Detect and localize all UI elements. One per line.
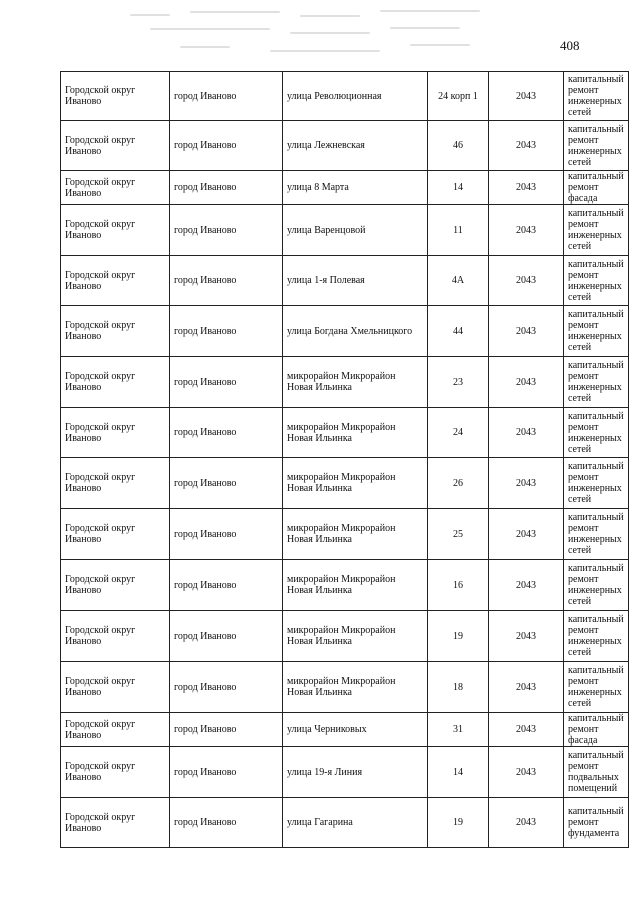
street-cell: микрорайон Микрорайон Новая Ильинка: [283, 458, 428, 509]
okrug-cell: Городской округ Иваново: [61, 662, 170, 713]
year-cell: 2043: [489, 509, 564, 560]
house-number-cell: 25: [428, 509, 489, 560]
registry-table: [60, 71, 629, 848]
house-number-cell: 31: [428, 713, 489, 747]
house-number-cell: 46: [428, 121, 489, 171]
house-number-cell: 11: [428, 205, 489, 256]
work-type-cell: капитальный ремонт подвальных помещений: [564, 747, 629, 798]
street-cell: микрорайон Микрорайон Новая Ильинка: [283, 662, 428, 713]
street-cell: улица Черниковых: [283, 713, 428, 747]
okrug-cell: Городской округ Иваново: [61, 713, 170, 747]
table-row: [61, 458, 629, 509]
okrug-cell: Городской округ Иваново: [61, 171, 170, 205]
okrug-cell: Городской округ Иваново: [61, 408, 170, 458]
street-cell: микрорайон Микрорайон Новая Ильинка: [283, 560, 428, 611]
city-cell: город Иваново: [170, 205, 283, 256]
scan-noise: [120, 6, 500, 61]
year-cell: 2043: [489, 357, 564, 408]
street-cell: улица Варенцовой: [283, 205, 428, 256]
city-cell: город Иваново: [170, 121, 283, 171]
house-number-cell: 4А: [428, 256, 489, 306]
street-cell: улица Богдана Хмельницкого: [283, 306, 428, 357]
table-row: [61, 121, 629, 171]
city-cell: город Иваново: [170, 662, 283, 713]
street-cell: микрорайон Микрорайон Новая Ильинка: [283, 509, 428, 560]
table-row: [61, 72, 629, 121]
table-row: [61, 306, 629, 357]
work-type-cell: капитальный ремонт инженерных сетей: [564, 662, 629, 713]
house-number-cell: 26: [428, 458, 489, 509]
city-cell: город Иваново: [170, 72, 283, 121]
okrug-cell: Городской округ Иваново: [61, 458, 170, 509]
table-row: [61, 662, 629, 713]
year-cell: 2043: [489, 560, 564, 611]
work-type-cell: капитальный ремонт инженерных сетей: [564, 357, 629, 408]
okrug-cell: Городской округ Иваново: [61, 747, 170, 798]
okrug-cell: Городской округ Иваново: [61, 306, 170, 357]
table-row: [61, 171, 629, 205]
table-row: [61, 713, 629, 747]
work-type-cell: капитальный ремонт инженерных сетей: [564, 205, 629, 256]
work-type-cell: капитальный ремонт инженерных сетей: [564, 458, 629, 509]
work-type-cell: капитальный ремонт фундамента: [564, 798, 629, 848]
city-cell: город Иваново: [170, 509, 283, 560]
year-cell: 2043: [489, 171, 564, 205]
city-cell: город Иваново: [170, 713, 283, 747]
page-number: 408: [560, 38, 580, 53]
work-type-cell: капитальный ремонт фасада: [564, 171, 629, 205]
street-cell: микрорайон Микрорайон Новая Ильинка: [283, 357, 428, 408]
year-cell: 2043: [489, 72, 564, 121]
city-cell: город Иваново: [170, 560, 283, 611]
year-cell: 2043: [489, 306, 564, 357]
table-row: [61, 747, 629, 798]
work-type-cell: капитальный ремонт инженерных сетей: [564, 408, 629, 458]
work-type-cell: капитальный ремонт инженерных сетей: [564, 560, 629, 611]
table-row: [61, 205, 629, 256]
street-cell: улица 19-я Линия: [283, 747, 428, 798]
okrug-cell: Городской округ Иваново: [61, 256, 170, 306]
year-cell: 2043: [489, 458, 564, 509]
work-type-cell: капитальный ремонт инженерных сетей: [564, 121, 629, 171]
city-cell: город Иваново: [170, 747, 283, 798]
house-number-cell: 18: [428, 662, 489, 713]
city-cell: город Иваново: [170, 306, 283, 357]
street-cell: улица Революционная: [283, 72, 428, 121]
house-number-cell: 14: [428, 171, 489, 205]
street-cell: микрорайон Микрорайон Новая Ильинка: [283, 408, 428, 458]
work-type-cell: капитальный ремонт инженерных сетей: [564, 509, 629, 560]
house-number-cell: 19: [428, 798, 489, 848]
city-cell: город Иваново: [170, 357, 283, 408]
year-cell: 2043: [489, 256, 564, 306]
house-number-cell: 19: [428, 611, 489, 662]
okrug-cell: Городской округ Иваново: [61, 798, 170, 848]
street-cell: микрорайон Микрорайон Новая Ильинка: [283, 611, 428, 662]
street-cell: улица Гагарина: [283, 798, 428, 848]
city-cell: город Иваново: [170, 611, 283, 662]
work-type-cell: капитальный ремонт инженерных сетей: [564, 306, 629, 357]
year-cell: 2043: [489, 747, 564, 798]
city-cell: город Иваново: [170, 256, 283, 306]
okrug-cell: Городской округ Иваново: [61, 205, 170, 256]
year-cell: 2043: [489, 798, 564, 848]
year-cell: 2043: [489, 611, 564, 662]
table-row: [61, 611, 629, 662]
okrug-cell: Городской округ Иваново: [61, 121, 170, 171]
house-number-cell: 24: [428, 408, 489, 458]
work-type-cell: капитальный ремонт инженерных сетей: [564, 611, 629, 662]
street-cell: улица Лежневская: [283, 121, 428, 171]
city-cell: город Иваново: [170, 798, 283, 848]
okrug-cell: Городской округ Иваново: [61, 560, 170, 611]
work-type-cell: капитальный ремонт фасада: [564, 713, 629, 747]
year-cell: 2043: [489, 713, 564, 747]
work-type-cell: капитальный ремонт инженерных сетей: [564, 72, 629, 121]
table-row: [61, 408, 629, 458]
okrug-cell: Городской округ Иваново: [61, 611, 170, 662]
table-row: [61, 357, 629, 408]
year-cell: 2043: [489, 121, 564, 171]
table-row: [61, 560, 629, 611]
street-cell: улица 1-я Полевая: [283, 256, 428, 306]
year-cell: 2043: [489, 408, 564, 458]
okrug-cell: Городской округ Иваново: [61, 72, 170, 121]
year-cell: 2043: [489, 662, 564, 713]
house-number-cell: 23: [428, 357, 489, 408]
table-row: [61, 256, 629, 306]
house-number-cell: 16: [428, 560, 489, 611]
house-number-cell: 14: [428, 747, 489, 798]
house-number-cell: 44: [428, 306, 489, 357]
table-row: [61, 509, 629, 560]
house-number-cell: 24 корп 1: [428, 72, 489, 121]
street-cell: улица 8 Марта: [283, 171, 428, 205]
okrug-cell: Городской округ Иваново: [61, 509, 170, 560]
city-cell: город Иваново: [170, 171, 283, 205]
registry-table-body: [61, 72, 629, 848]
city-cell: город Иваново: [170, 458, 283, 509]
okrug-cell: Городской округ Иваново: [61, 357, 170, 408]
work-type-cell: капитальный ремонт инженерных сетей: [564, 256, 629, 306]
year-cell: 2043: [489, 205, 564, 256]
table-row: [61, 798, 629, 848]
city-cell: город Иваново: [170, 408, 283, 458]
